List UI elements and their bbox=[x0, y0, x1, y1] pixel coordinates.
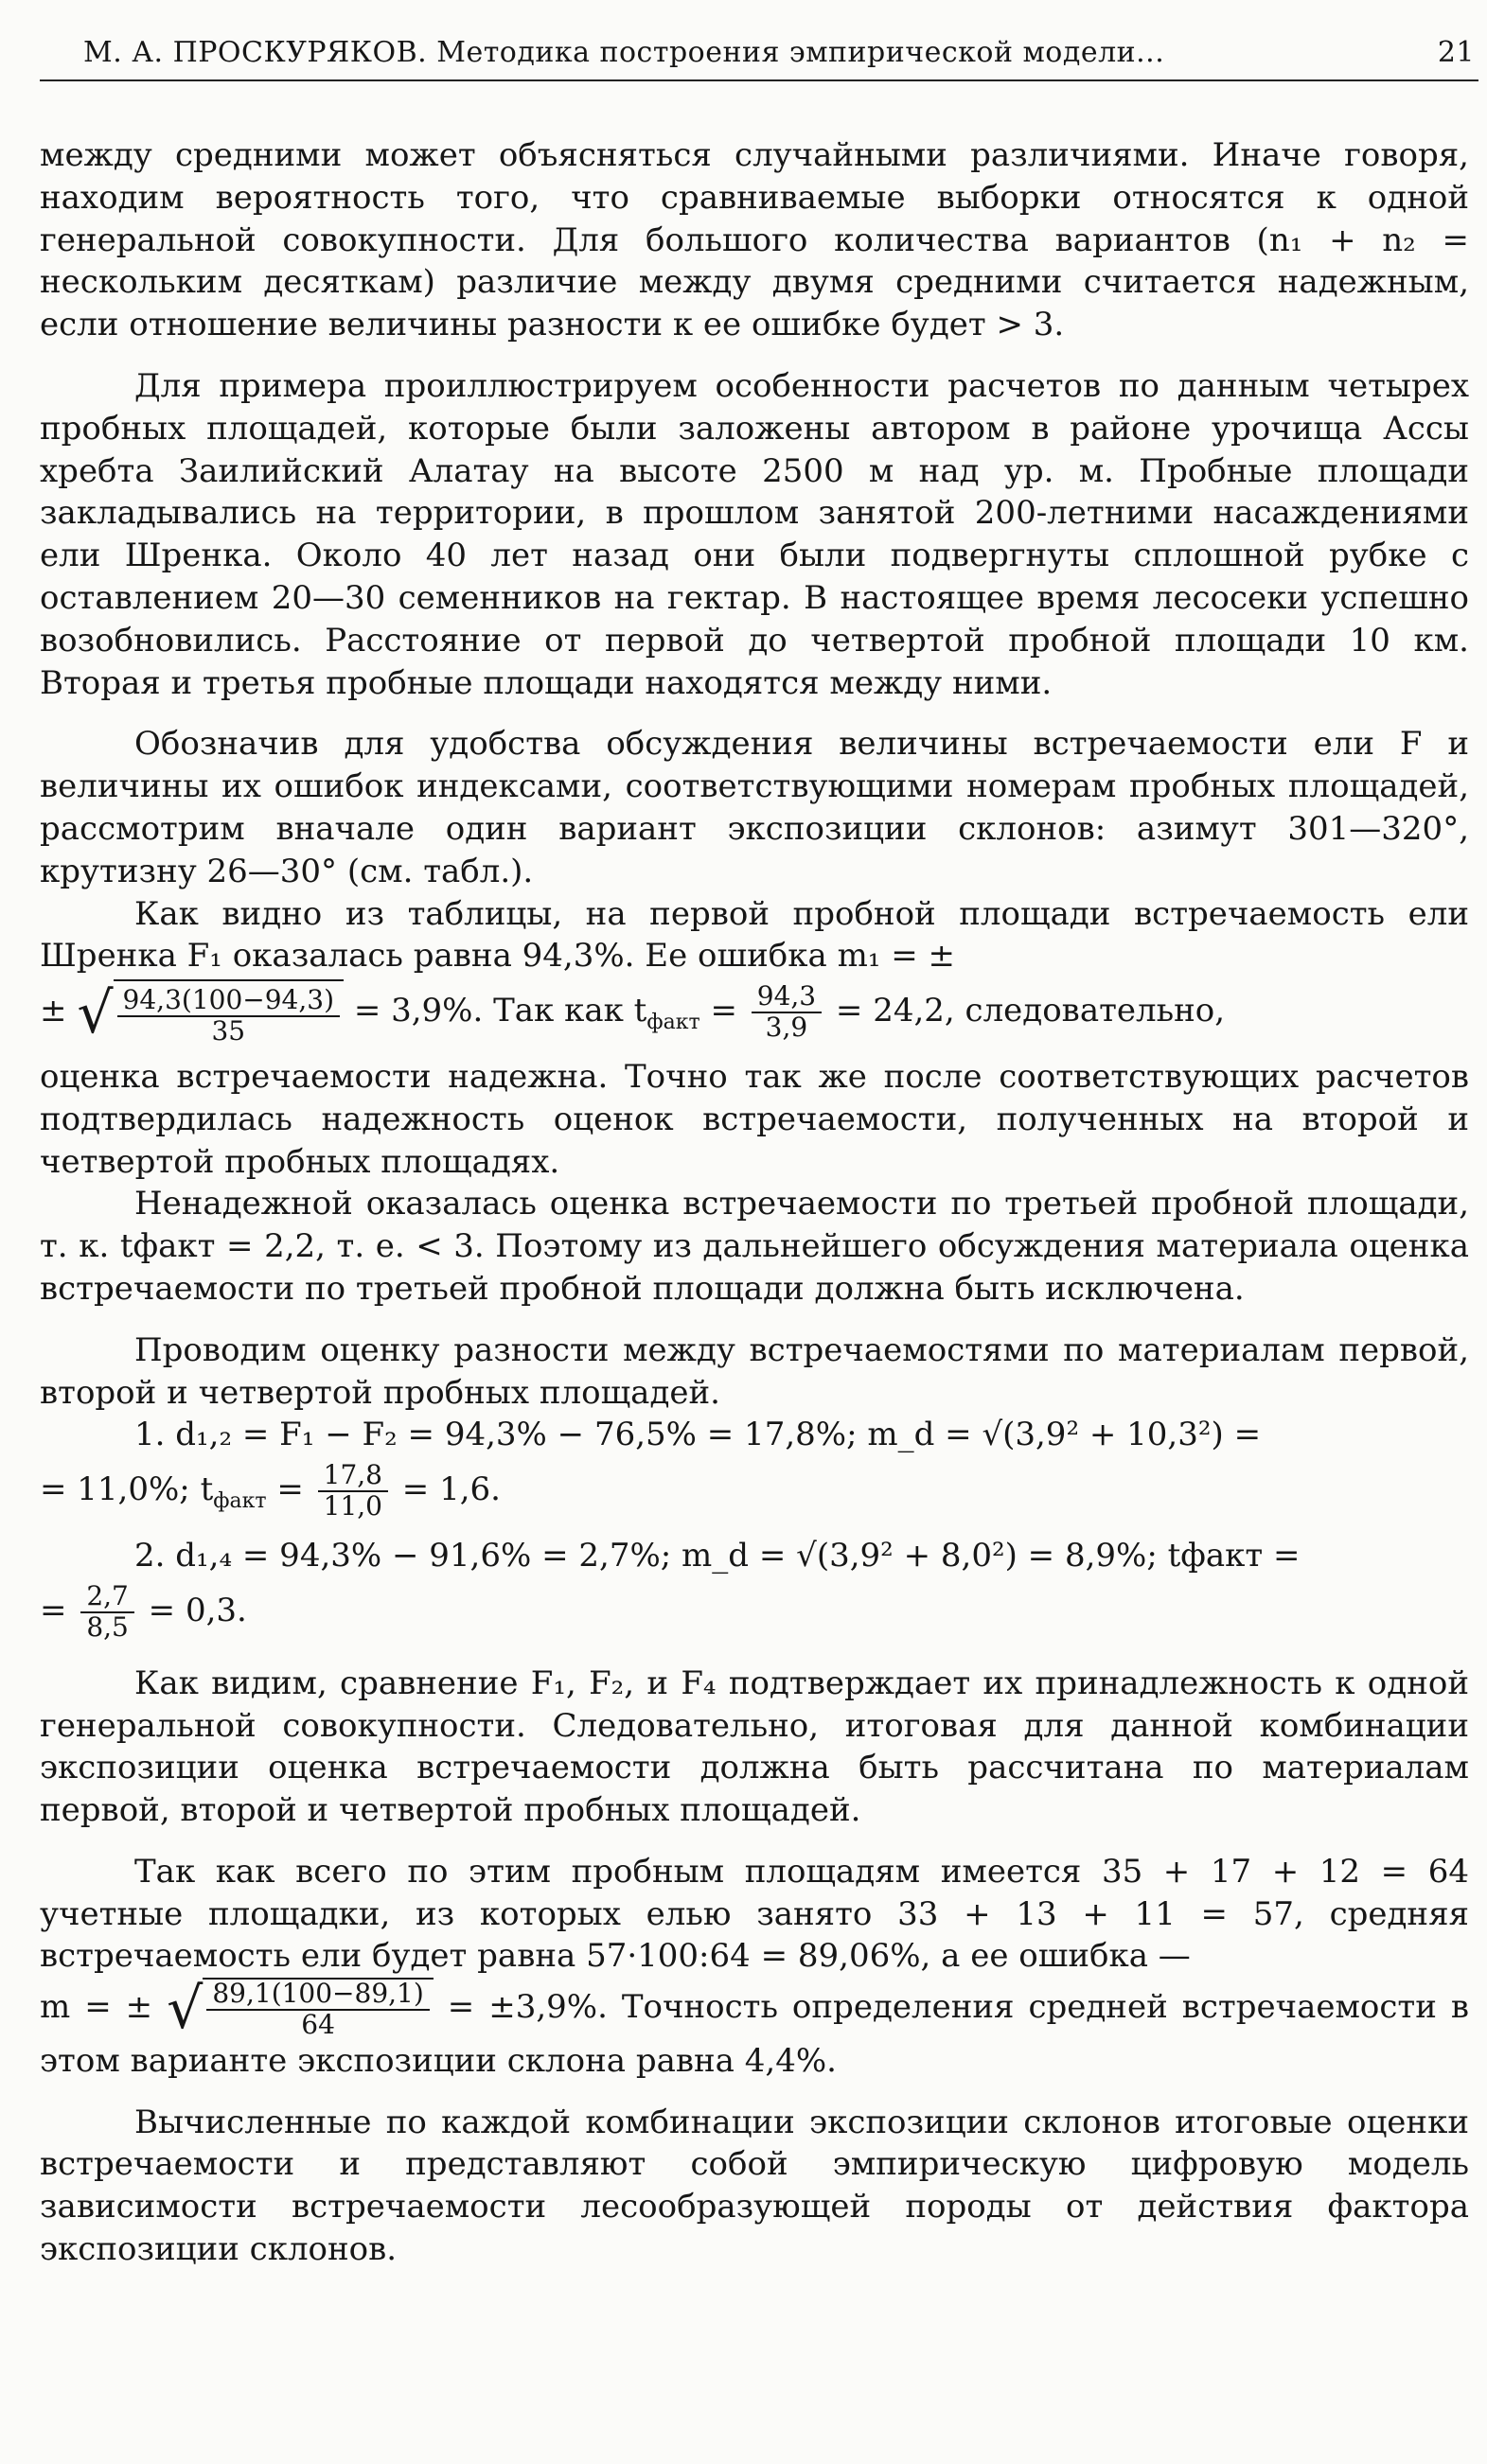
equation-1-line-1: 1. d₁,₂ = F₁ − F₂ = 94,3% − 76,5% = 17,8%; m_d = √(3,9² + 10,3²) = bbox=[134, 1416, 1262, 1454]
mean-sqrt-numerator: 89,1(100−89,1) bbox=[206, 1980, 429, 2011]
eq2-b: = 0,3. bbox=[148, 1591, 247, 1629]
eq1-a: = 11,0%; t bbox=[40, 1470, 214, 1509]
paragraph-1: между средними может объясняться случайными различиями. Иначе говоря, находим вероятность того, что сравниваемые выборки относятся к одной генеральной совокупности. Для большого количества вариантов (n₁ + n₂ = нескольким десяткам) различие между двумя средними считается надежным, если отношение величины разности к ее ошибке будет > 3. bbox=[40, 136, 1469, 344]
fraction-t bbox=[752, 982, 822, 1043]
page-number: 21 bbox=[1437, 36, 1475, 69]
eq-m-prefix: m = ± bbox=[40, 1988, 153, 2027]
eq2-fraction bbox=[80, 1579, 134, 1643]
fraction-denominator: 3,9 bbox=[765, 1012, 808, 1044]
equation-mean-error bbox=[40, 1978, 1469, 2082]
mean-sqrt-denominator: 64 bbox=[301, 2009, 335, 2041]
subscript-fakt: факт bbox=[646, 1010, 700, 1034]
eq2-numerator: 2,7 bbox=[80, 1582, 134, 1613]
fraction-numerator: 94,3 bbox=[752, 982, 822, 1013]
page-body bbox=[40, 134, 1469, 2271]
paragraph-5: Ненадежной оказалась оценка встречаемости по третьей пробной площади, т. к. tфакт = 2,2, т. е. < 3. Поэтому из дальнейшего обсуждения материала оценка встречаемости по третьей пробной площади должна быть исключена. bbox=[40, 1185, 1469, 1308]
eq1-denominator: 11,0 bbox=[323, 1490, 382, 1522]
eq2-a: = bbox=[40, 1591, 67, 1629]
eq-end: = 24,2, следовательно, bbox=[835, 992, 1226, 1030]
sqrt-denominator: 35 bbox=[211, 1014, 246, 1047]
paragraph-2: Для примера проиллюстрируем особенности расчетов по данным четырех пробных площадей, которые были заложены автором в районе урочища Ассы хребта Заилийский Алатау на высоте 2500 м над ур. м. Пробные площади закладывались на территории, в прошлом занятой 200-летними насаждениями ели Шренка. Около 40 лет назад они были подвергнуты сплошной рубке с оставлением 20—30 семенников на гектар. В настоящее время лесосеки успешно возобновились. Расстояние от первой до четвертой пробной площади 10 км. Вторая и третья пробные площади находятся между ними. bbox=[40, 366, 1469, 702]
sqrt-mean: √ $\frac{89,1(100-89,1)}{64}$ bbox=[167, 1978, 434, 2040]
running-header bbox=[83, 36, 1475, 69]
eq-prefix: ± bbox=[40, 992, 67, 1030]
header-rule bbox=[40, 79, 1478, 81]
eq1-fraction bbox=[318, 1461, 388, 1522]
equation-2-line-1: 2. d₁,₄ = 94,3% − 91,6% = 2,7%; m_d = √(3,9² + 8,0²) = 8,9%; tфакт = bbox=[134, 1536, 1301, 1575]
eq2-denominator: 8,5 bbox=[86, 1610, 129, 1643]
equation-1-line-2 bbox=[40, 1456, 1469, 1535]
paragraph-3: Обозначив для удобства обсуждения величины встречаемости ели F и величины их ошибок индексами, соответствующими номерам пробных площадей, рассмотрим вначале один вариант экспозиции склонов: азимут 301—320°, крутизну 26—30° (см. табл.). bbox=[40, 725, 1469, 890]
sqrt-m1: √ $\frac{94,3(100-94,3)}{35}$ bbox=[77, 978, 344, 1047]
running-title: М. А. ПРОСКУРЯКОВ. Методика построения эмпирической модели... bbox=[83, 36, 1165, 69]
eq-m-end: = ±3,9%. Точность определения средней встречаемости в этом варианте экспозиции склона равна 4,4%. bbox=[40, 1988, 1469, 2080]
eq1-b: = bbox=[276, 1470, 304, 1509]
eq1-subscript: факт bbox=[213, 1488, 267, 1513]
equation-2-line-2 bbox=[40, 1577, 1469, 1644]
paragraph-6: Проводим оценку разности между встречаемостями по материалам первой, второй и четвертой пробных площадей. bbox=[40, 1330, 1469, 1412]
paragraph-4-start: Как видно из таблицы, на первой пробной площади встречаемость ели Шренка F₁ оказалась равна 94,3%. Ее ошибка m₁ = ± bbox=[40, 894, 1469, 976]
eq-mid: = 3,9%. Так как t bbox=[353, 992, 647, 1030]
eq-equals: = bbox=[710, 992, 737, 1030]
paragraph-4-rest: оценка встречаемости надежна. Точно так же после соответствующих расчетов подтвердилась надежность оценок встречаемости, полученных на второй и четвертой пробных площадях. bbox=[40, 1057, 1469, 1181]
paragraph-8-start: Так как всего по этим пробным площадям имеется 35 + 17 + 12 = 64 учетные площадки, из которых елью занято 33 + 13 + 11 = 57, средняя встречаемость ели будет равна 57·100:64 = 89,06%, а ее ошибка — bbox=[40, 1852, 1469, 1976]
equation-m1 bbox=[40, 977, 1469, 1056]
paragraph-7: Как видим, сравнение F₁, F₂, и F₄ подтверждает их принадлежность к одной генеральной совокупности. Следовательно, итоговая для данной комбинации экспозиции оценка встречаемости должна быть рассчитана по материалам первой, второй и четвертой пробных площадей. bbox=[40, 1663, 1469, 1830]
eq1-numerator: 17,8 bbox=[318, 1461, 388, 1492]
paragraph-9: Вычисленные по каждой комбинации экспозиции склонов итоговые оценки встречаемости и представляют собой эмпирическую цифровую модель зависимости встречаемости лесообразующей породы от действия фактора экспозиции склонов. bbox=[40, 2103, 1469, 2269]
eq1-c: = 1,6. bbox=[401, 1470, 501, 1509]
sqrt-numerator: 94,3(100−94,3) bbox=[117, 986, 340, 1017]
